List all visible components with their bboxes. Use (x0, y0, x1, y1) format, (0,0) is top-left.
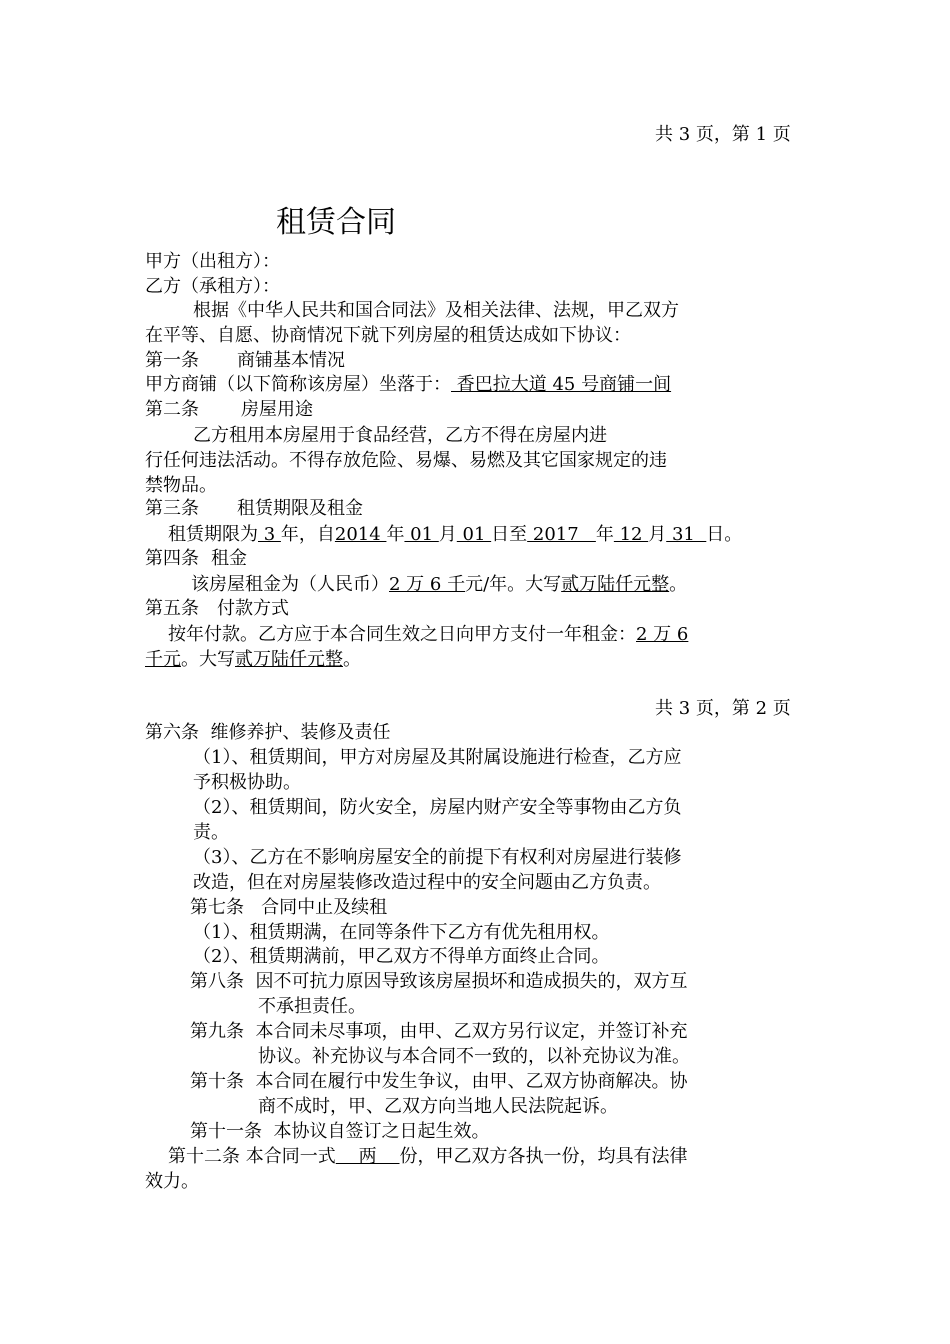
article-3-heading (145, 497, 363, 521)
page-header-1: 共 3 页，第 1 页 (655, 124, 791, 145)
end-month: 12 (613, 524, 649, 545)
article-12-line-2: 效力。 (145, 1171, 199, 1192)
party-a-label: 甲方（出租方）： (145, 251, 280, 272)
article-2-heading (145, 398, 313, 422)
article-1-heading (145, 349, 345, 373)
payment-line-2: 千元。大写贰万陆仟元整。 (145, 649, 361, 670)
article-11-line: 第十一条 本协议自签订之日起生效。 (190, 1121, 490, 1142)
article-5-heading (145, 597, 289, 621)
article-3-number: 第三条 (145, 498, 199, 519)
article-12-line-1: 第十二条 本合同一式 两 份，甲乙双方各执一份，均具有法律 (168, 1146, 688, 1167)
end-day: 31 (666, 524, 707, 545)
document-title: 租赁合同 (276, 205, 396, 240)
payment-amount-b: 千元 (145, 649, 181, 670)
article-2-line-1: 乙方租用本房屋用于食品经营，乙方不得在房屋内进 (193, 425, 607, 446)
page-header-2: 共 3 页，第 2 页 (655, 698, 791, 719)
start-day: 01 (456, 524, 492, 545)
article-2-title: 房屋用途 (241, 399, 313, 420)
article-1-text (145, 373, 671, 397)
article-4-number: 第四条 (145, 548, 199, 569)
article-4-title: 租金 (211, 548, 247, 569)
location-value: 香巴拉大道 45 号商铺一间 (451, 374, 672, 395)
rent-line: 该房屋租金为（人民币）2 万 6 千元/年。大写贰万陆仟元整。 (191, 574, 688, 595)
rent-amount-cn: 贰万陆仟元整 (561, 574, 670, 595)
payment-line-1: 按年付款。乙方应于本合同生效之日向甲方支付一年租金：2 万 6 (168, 624, 689, 645)
article-2-number: 第二条 (145, 399, 199, 420)
article-7-item-1: （1）、租赁期满，在同等条件下乙方有优先租用权。 (193, 922, 610, 943)
lease-term-line: 租赁期限为 3 年，自2014 年 01 月 01 日至 2017 年 12 月 31 日。 (168, 524, 743, 545)
article-10-line-1: 第十条 本合同在履行中发生争议，由甲、乙双方协商解决。协 (190, 1071, 688, 1092)
article-2-line-3: 禁物品。 (145, 475, 217, 496)
rent-amount: 2 万 6 千 (389, 574, 466, 595)
payment-amount-a: 2 万 6 (636, 624, 689, 645)
article-6-item-3b: 改造，但在对房屋装修改造过程中的安全问题由乙方负责。 (193, 872, 661, 893)
article-6-item-1b: 予积极协助。 (193, 772, 301, 793)
end-year: 2017 (527, 524, 596, 545)
location-label: 甲方商铺（以下简称该房屋）坐落于： (145, 374, 451, 395)
article-7-heading: 第七条 合同中止及续租 (190, 897, 388, 918)
intro-line-2: 在平等、自愿、协商情况下就下列房屋的租赁达成如下协议： (145, 325, 631, 346)
intro-line-1: 根据《中华人民共和国合同法》及相关法律、法规，甲乙双方 (193, 300, 679, 321)
article-7-item-2: （2）、租赁期满前，甲乙双方不得单方面终止合同。 (193, 946, 610, 967)
party-b-label: 乙方（承租方）： (145, 276, 280, 297)
article-8-line-1: 第八条 因不可抗力原因导致该房屋损坏和造成损失的，双方互 (190, 971, 688, 992)
article-6-item-2a: （2）、租赁期间，防火安全，房屋内财产安全等事物由乙方负 (193, 797, 682, 818)
article-10-line-2: 商不成时，甲、乙双方向当地人民法院起诉。 (258, 1096, 618, 1117)
article-2-line-2: 行任何违法活动。不得存放危险、易爆、易燃及其它国家规定的违 (145, 450, 667, 471)
payment-amount-cn: 贰万陆仟元整 (235, 649, 343, 670)
article-6-item-2b: 责。 (193, 822, 229, 843)
article-8-line-2: 不承担责任。 (258, 996, 366, 1017)
article-6-item-3a: （3）、乙方在不影响房屋安全的前提下有权利对房屋进行装修 (193, 847, 682, 868)
lease-years: 3 (258, 524, 281, 545)
article-6-heading: 第六条 维修养护、装修及责任 (145, 722, 391, 743)
article-6-item-1a: （1）、租赁期间，甲方对房屋及其附属设施进行检查，乙方应 (193, 747, 682, 768)
article-4-heading (145, 547, 247, 571)
copies-count: 两 (335, 1146, 400, 1167)
article-3-title: 租赁期限及租金 (237, 498, 363, 519)
article-1-number: 第一条 (145, 350, 199, 371)
article-5-number: 第五条 (145, 598, 199, 619)
article-9-line-2: 协议。补充协议与本合同不一致的，以补充协议为准。 (258, 1046, 690, 1067)
article-1-title: 商铺基本情况 (237, 350, 345, 371)
start-year: 2014 (334, 524, 387, 545)
article-5-title: 付款方式 (217, 598, 289, 619)
start-month: 01 (404, 524, 439, 545)
article-9-line-1: 第九条 本合同未尽事项，由甲、乙双方另行议定，并签订补充 (190, 1021, 688, 1042)
